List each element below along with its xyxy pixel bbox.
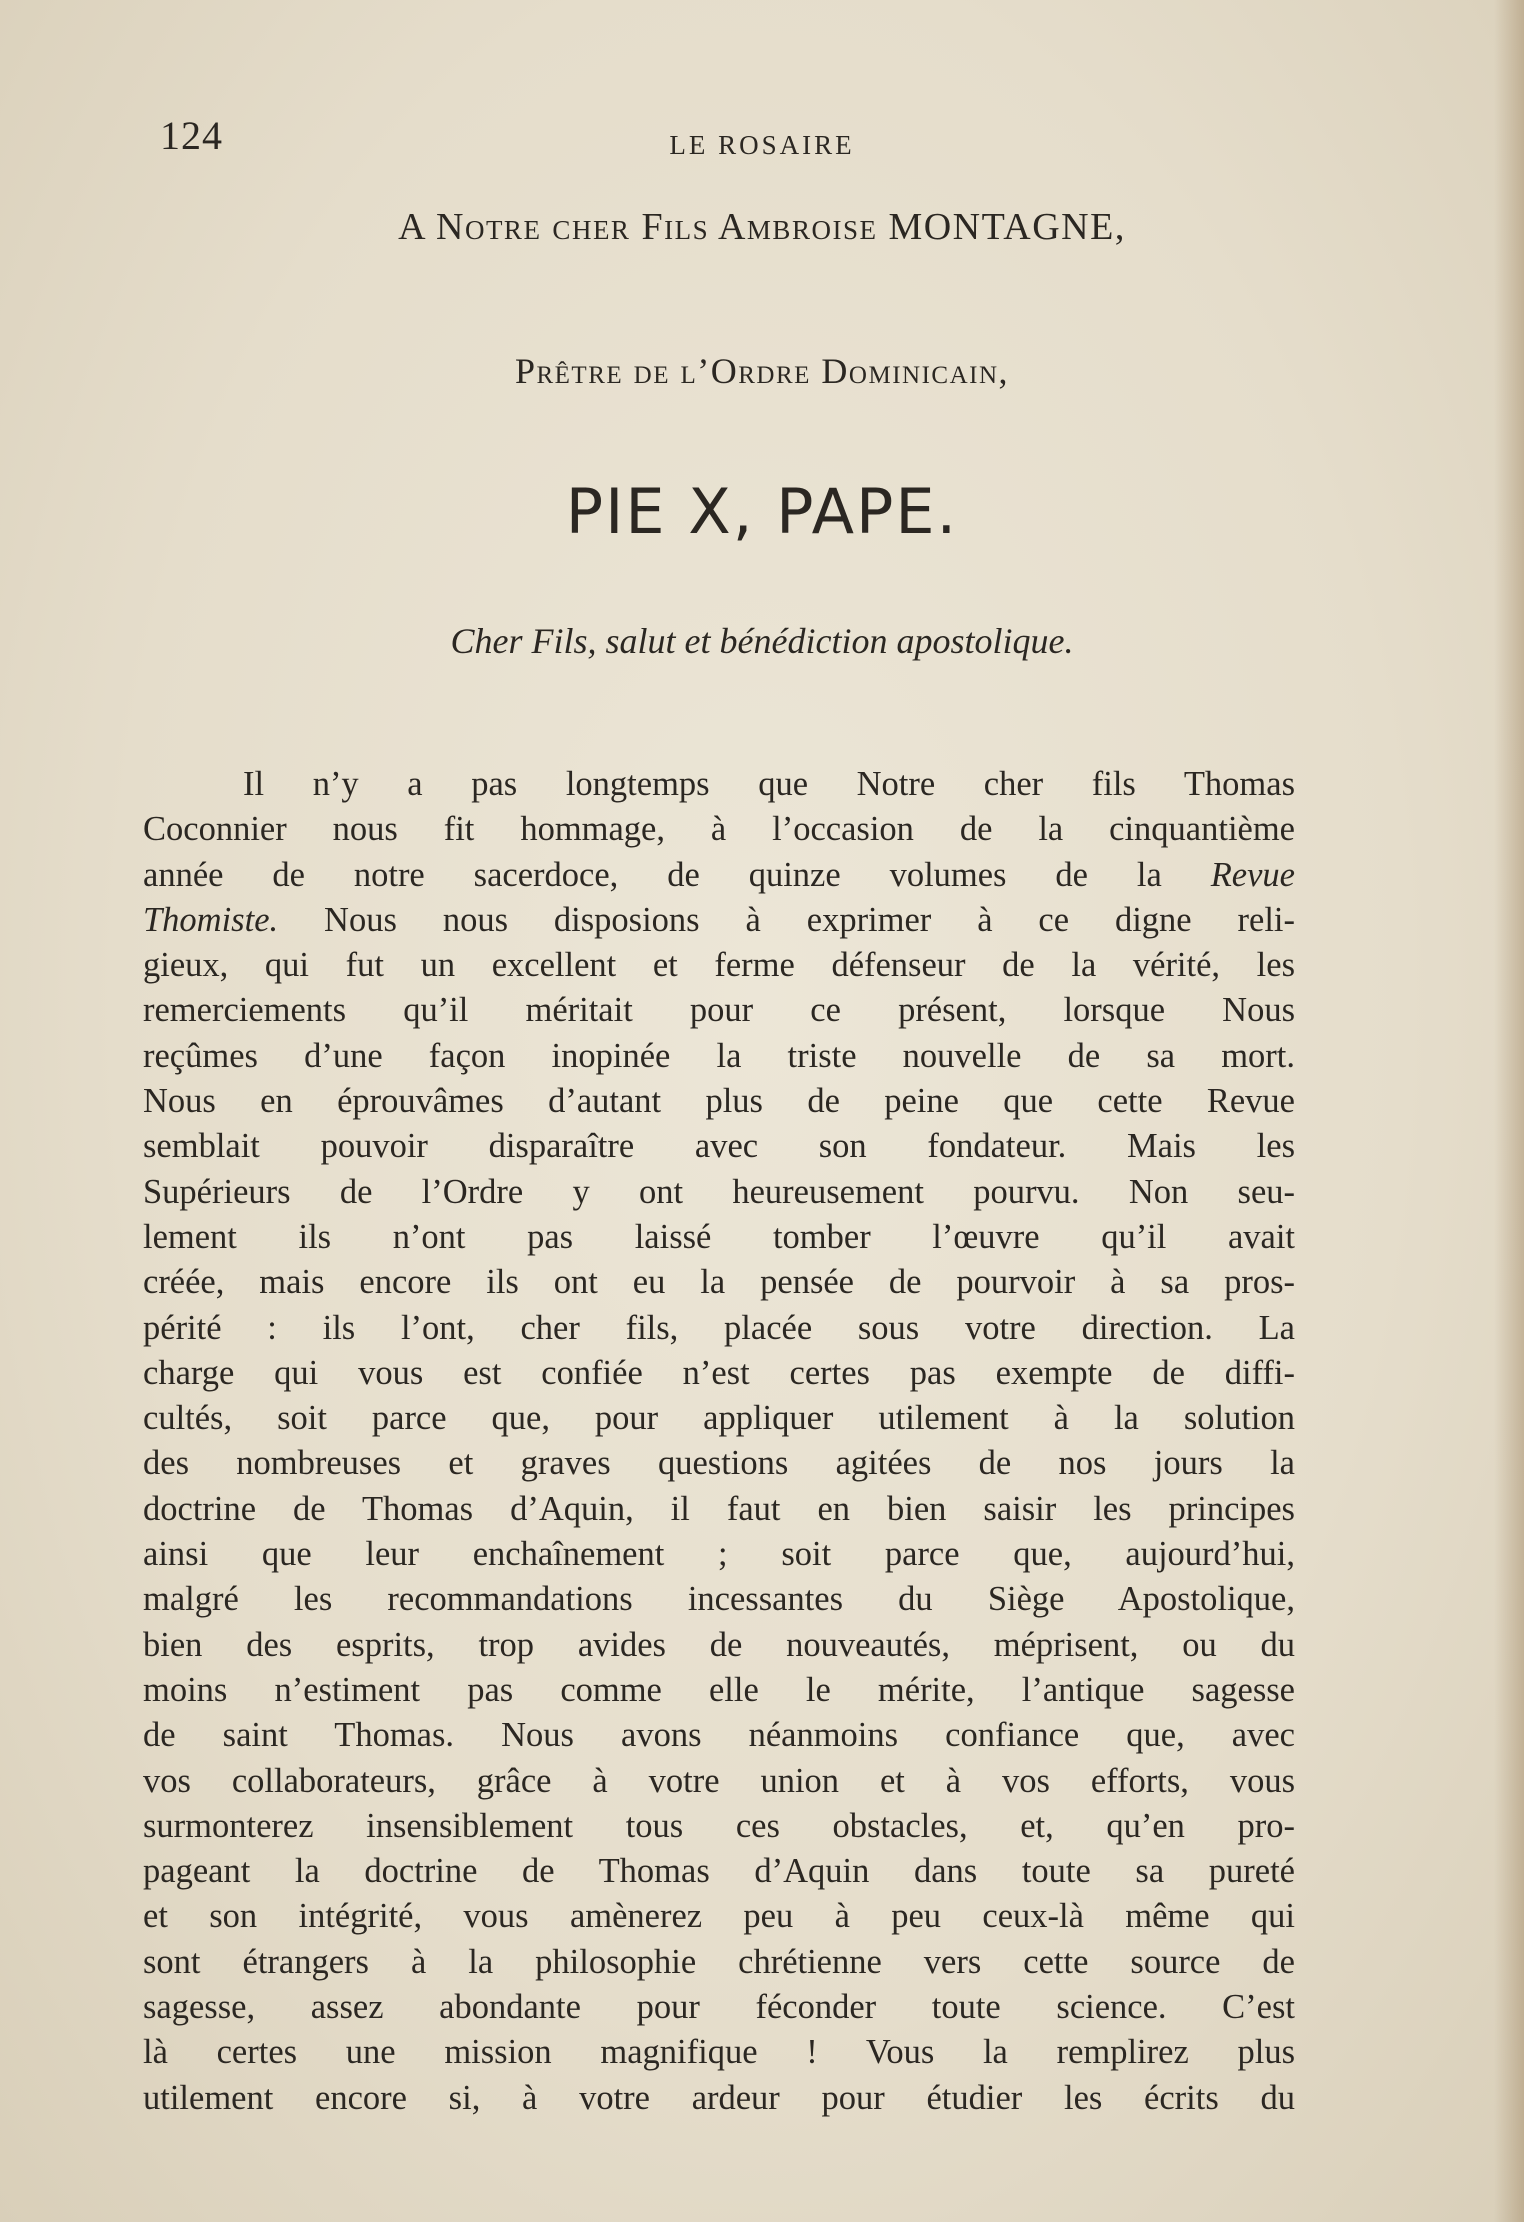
letter-addressee: A Notre cher Fils Ambroise MONTAGNE, — [398, 206, 1126, 248]
running-head: LE ROSAIRE — [669, 130, 855, 160]
body-line: sagesse, assez abondante pour féconder toute science. C’est — [143, 1988, 1295, 2027]
body-line: lement ils n’ont pas laissé tomber l’œuvre qu’il avait — [143, 1217, 1295, 1256]
body-line-text: Nous nous disposions à exprimer à ce digne reli- — [278, 900, 1295, 939]
letter-sender: PIE X, PAPE. — [565, 475, 959, 548]
letter-body — [143, 762, 1295, 2121]
body-line: cultés, soit parce que, pour appliquer utilement à la solution — [143, 1399, 1295, 1438]
body-line: vos collaborateurs, grâce à votre union et à vos efforts, vous — [143, 1761, 1295, 1800]
letter-salutation: Cher Fils, salut et bénédiction apostolique. — [450, 621, 1074, 661]
body-line: là certes une mission magnifique ! Vous la remplirez plus — [143, 2033, 1295, 2072]
body-line: malgré les recommandations incessantes du Siège Apostolique, — [143, 1580, 1295, 1619]
body-line: utilement encore si, à votre ardeur pour étudier les écrits du — [143, 2078, 1295, 2117]
italic-thomiste: Thomiste. — [143, 900, 279, 939]
letter-addressee-role: Prêtre de l’Ordre Dominicain, — [514, 351, 1010, 391]
body-line — [143, 898, 1295, 943]
body-line: Nous en éprouvâmes d’autant plus de peine que cette Revue — [143, 1082, 1295, 1121]
body-line: pageant la doctrine de Thomas d’Aquin dans toute sa pureté — [143, 1852, 1295, 1891]
body-line: créée, mais encore ils ont eu la pensée de pourvoir à sa pros- — [143, 1263, 1295, 1302]
body-line: moins n’estiment pas comme elle le mérite, l’antique sagesse — [143, 1670, 1295, 1709]
body-line: charge qui vous est confiée n’est certes pas exempte de diffi- — [143, 1353, 1295, 1392]
body-line: Supérieurs de l’Ordre y ont heureusement pourvu. Non seu- — [143, 1172, 1295, 1211]
body-line: Il n’y a pas longtemps que Notre cher fils Thomas — [243, 765, 1295, 803]
body-line: doctrine de Thomas d’Aquin, il faut en bien saisir les principes — [143, 1489, 1295, 1528]
body-line: sont étrangers à la philosophie chrétienne vers cette source de — [143, 1942, 1295, 1981]
body-line: Coconnier nous fit hommage, à l’occasion de la cinquantième — [143, 810, 1295, 849]
page-edge-shadow — [1494, 0, 1524, 2222]
body-line: ainsi que leur enchaînement ; soit parce que, aujourd’hui, — [143, 1535, 1295, 1574]
italic-revue: Revue — [1210, 855, 1295, 894]
body-line — [143, 853, 1295, 898]
body-line: de saint Thomas. Nous avons néanmoins confiance que, avec — [143, 1716, 1295, 1755]
body-line: surmonterez insensiblement tous ces obstacles, et, qu’en pro- — [143, 1806, 1295, 1845]
body-line: des nombreuses et graves questions agitées de nos jours la — [143, 1444, 1295, 1483]
body-line: gieux, qui fut un excellent et ferme défenseur de la vérité, les — [143, 946, 1295, 985]
body-line: semblait pouvoir disparaître avec son fondateur. Mais les — [143, 1127, 1295, 1166]
body-line: bien des esprits, trop avides de nouveautés, méprisent, ou du — [143, 1625, 1295, 1664]
body-line: périté : ils l’ont, cher fils, placée sous votre direction. La — [143, 1308, 1295, 1347]
page-number: 124 — [160, 113, 223, 158]
body-line: remerciements qu’il méritait pour ce présent, lorsque Nous — [143, 991, 1295, 1030]
body-line: et son intégrité, vous amènerez peu à peu ceux-là même qui — [143, 1897, 1295, 1936]
body-line-text: année de notre sacerdoce, de quinze volumes de la — [143, 855, 1211, 894]
body-line: reçûmes d’une façon inopinée la triste nouvelle de sa mort. — [143, 1036, 1295, 1075]
